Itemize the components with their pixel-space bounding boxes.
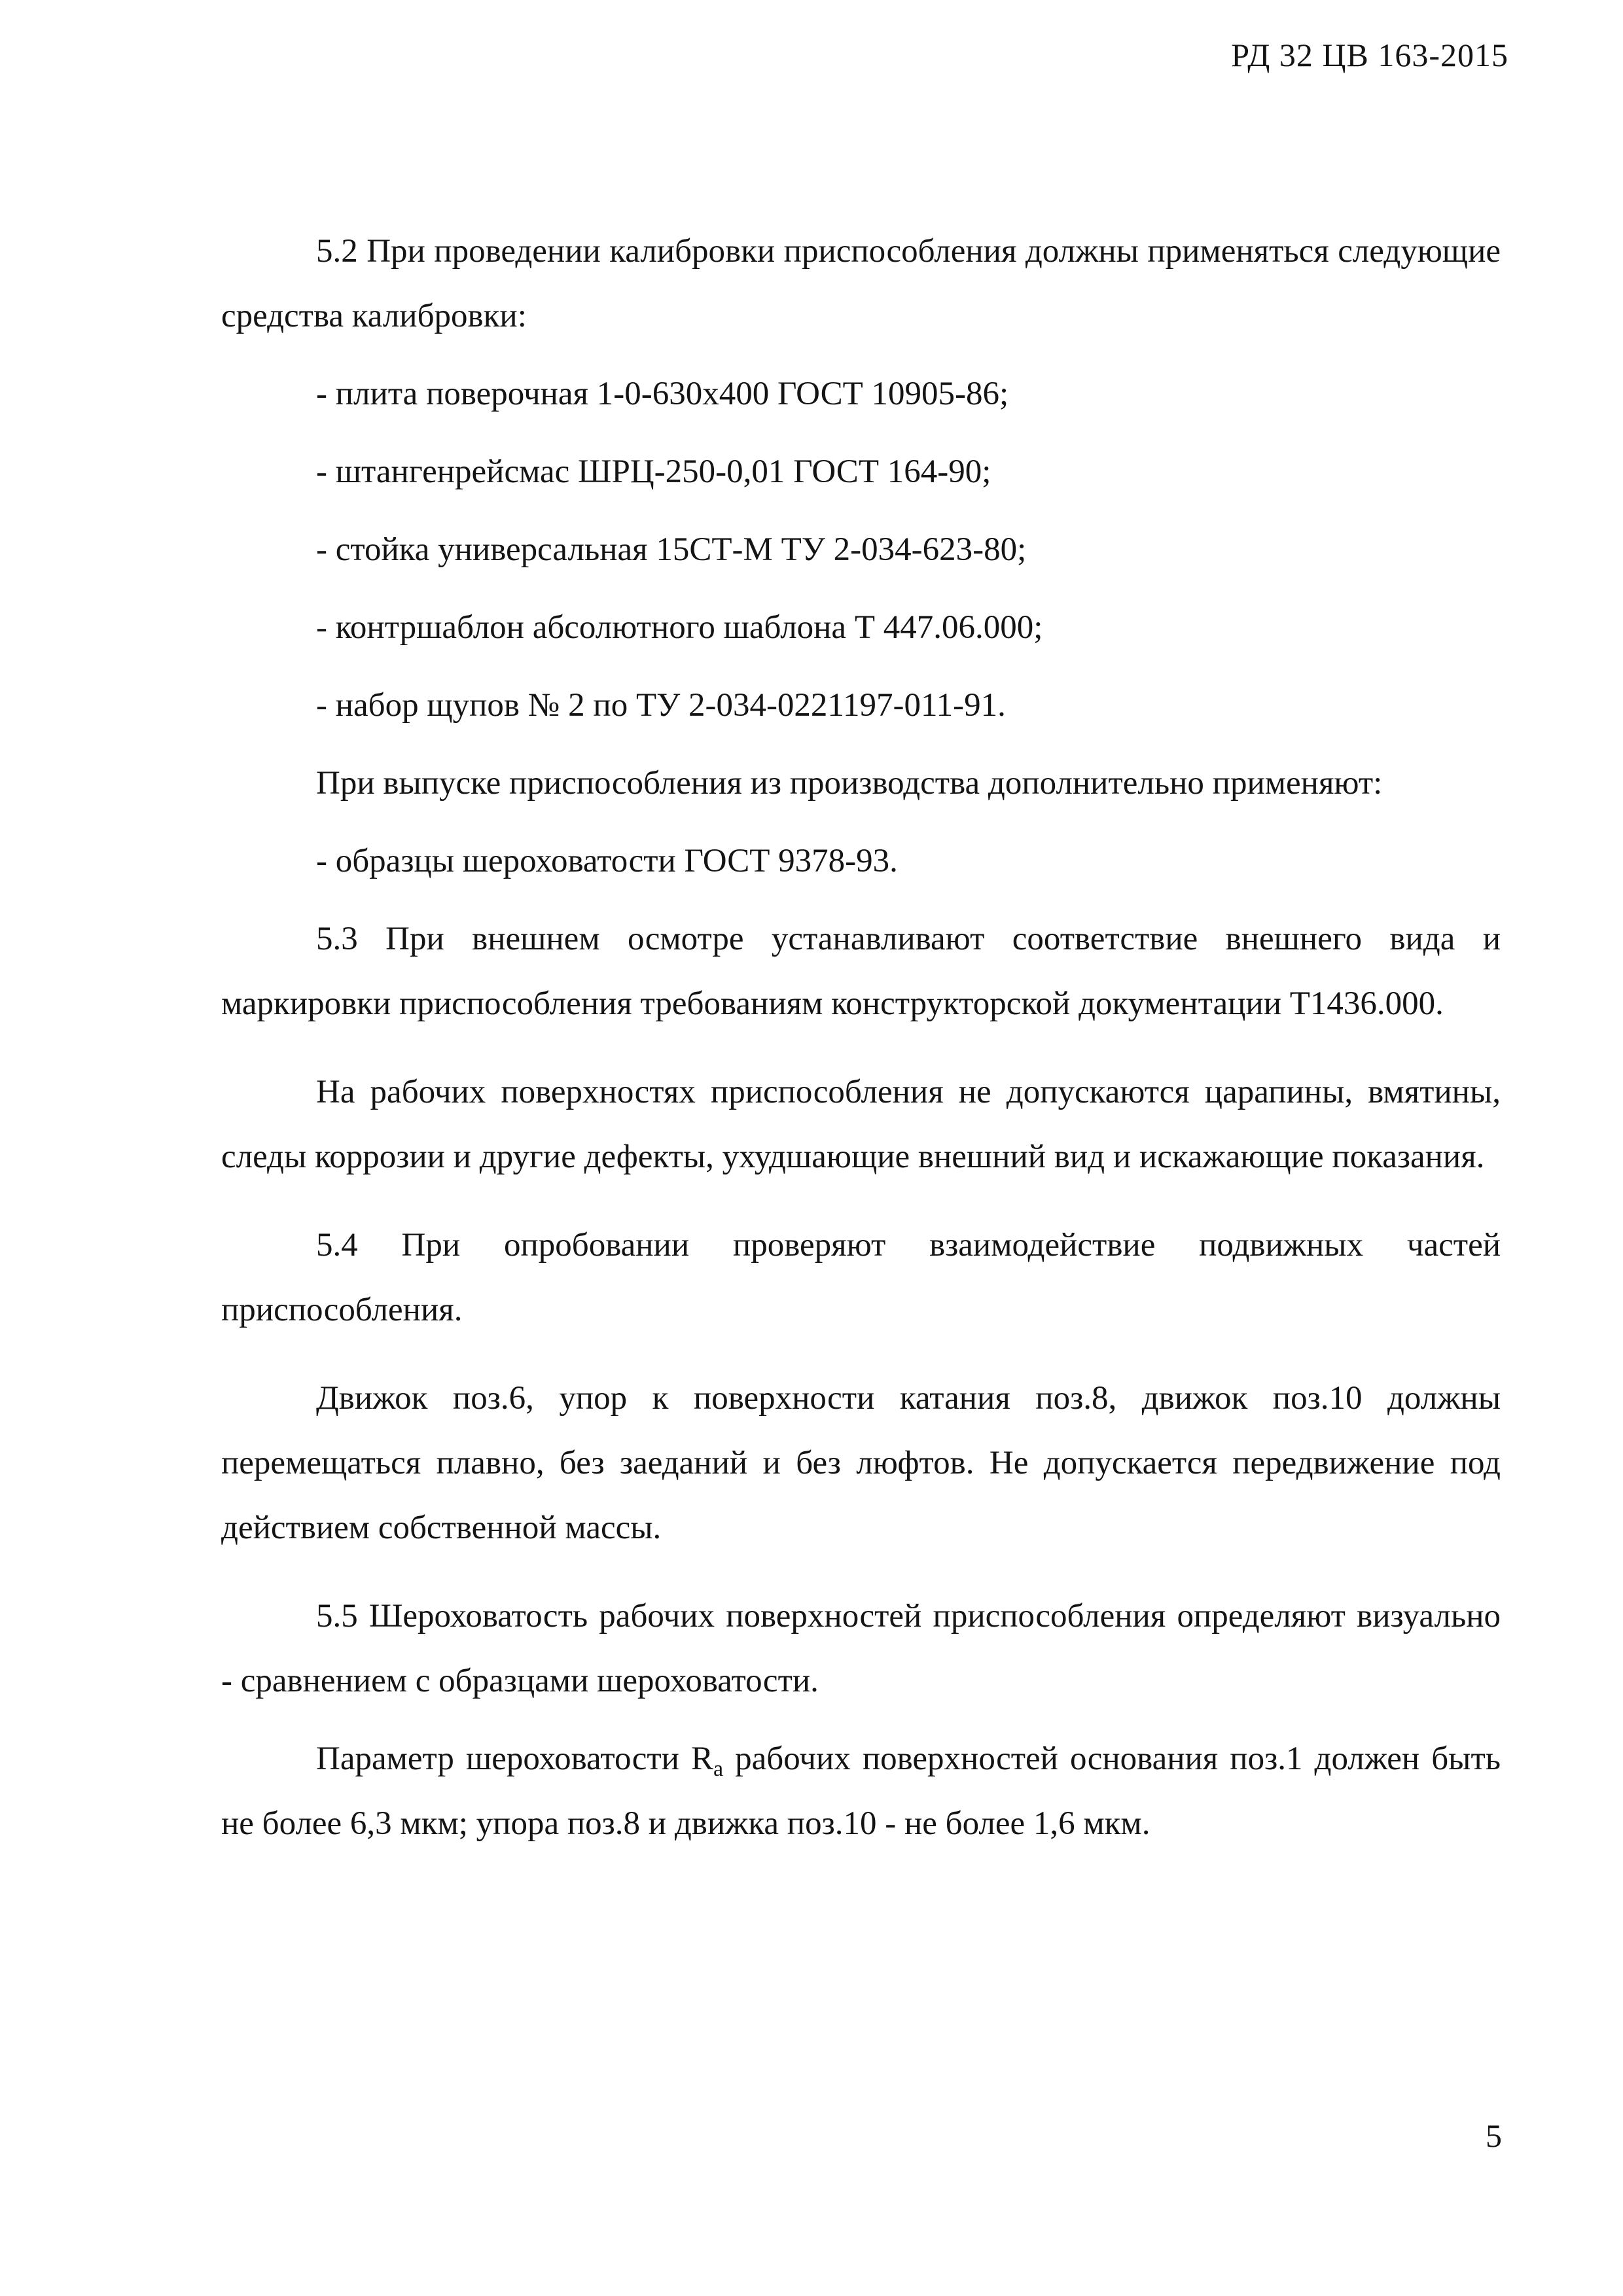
list-item: - контршаблон абсолютного шаблона Т 447.06.000; [316, 609, 1043, 646]
document-code: РД 32 ЦВ 163-2015 [1231, 37, 1508, 73]
section-5-3-defects-paragraph: На рабочих поверхностях приспособления не допускаются царапины, вмятины, следы коррозии и другие дефекты, ухудшающие внешний вид и искажающие показания. [221, 1074, 1501, 1175]
list-item: - стойка универсальная 15СТ-М ТУ 2-034-623-80; [316, 531, 1027, 568]
section-5-4-paragraph: 5.4 При опробовании проверяют взаимодействие подвижных частей приспособления. [221, 1227, 1501, 1328]
list-item: - штангенрейсмас ШРЦ-250-0,01 ГОСТ 164-90; [316, 453, 991, 490]
list-item: - образцы шероховатости ГОСТ 9378-93. [316, 843, 898, 879]
section-5-4-movement-paragraph: Движок поз.6, упор к поверхности катания поз.8, движок поз.10 должны перемещаться плавно, без заеданий и без люфтов. Не допускается передвижение под действием собственной массы. [221, 1380, 1501, 1546]
section-5-2-intro: 5.2 При проведении калибровки приспособления должны применяться следующие средства калибровки: [221, 233, 1501, 334]
section-5-3-paragraph: 5.3 При внешнем осмотре устанавливают соответствие внешнего вида и маркировки приспособления требованиям конструкторской документации Т1436.000. [221, 921, 1501, 1022]
list-item: - плита поверочная 1-0-630x400 ГОСТ 10905-86; [316, 376, 1009, 412]
list-item: - набор щупов № 2 по ТУ 2-034-0221197-011-91. [316, 687, 1006, 724]
section-5-2-additional-intro: При выпуске приспособления из производства дополнительно применяют: [316, 765, 1383, 802]
section-5-5-roughness-parameter [221, 1727, 1501, 1856]
section-5-5-paragraph: 5.5 Шероховатость рабочих поверхностей приспособления определяют визуально - сравнением с образцами шероховатости. [221, 1598, 1501, 1699]
page-body [221, 219, 1501, 1856]
roughness-text-after: рабочих поверхностей основания поз.1 должен быть не более 6,3 мкм; упора поз.8 и движка поз.10 - не более 1,6 мкм. [221, 1740, 1501, 1842]
page-number: 5 [1486, 2117, 1502, 2154]
roughness-text-before: Параметр шероховатости R [316, 1740, 713, 1777]
roughness-subscript: a [713, 1757, 724, 1781]
